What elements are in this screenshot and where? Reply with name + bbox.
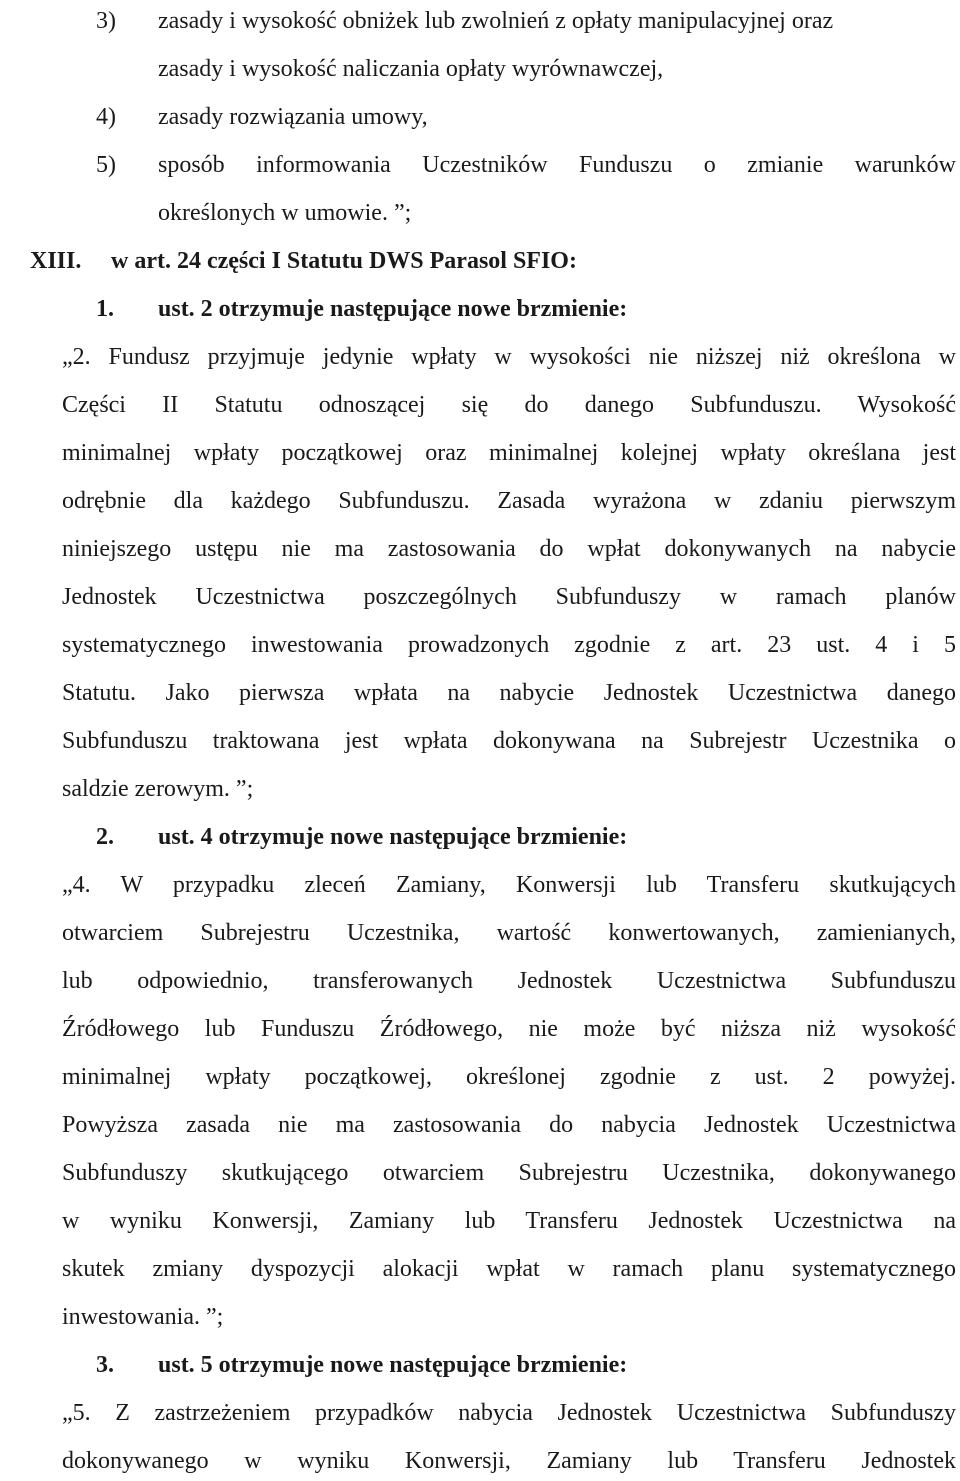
amendment-number: 2.	[96, 824, 114, 850]
paragraph-line: Powyższa zasada nie ma zastosowania do nabycia Jednostek Uczestnictwa	[62, 1112, 956, 1138]
paragraph-line: dokonywanego w wyniku Konwersji, Zamiany lub Transferu Jednostek	[62, 1448, 956, 1474]
list-item-text-line: zasady rozwiązania umowy,	[158, 104, 428, 130]
list-item-number: 3)	[96, 8, 116, 34]
list-item-text-line: zasady i wysokość obniżek lub zwolnień z opłaty manipulacyjnej oraz	[158, 8, 834, 34]
section-heading: w art. 24 części I Statutu DWS Parasol SFIO:	[111, 248, 577, 274]
amendment-heading: ust. 2 otrzymuje następujące nowe brzmienie:	[158, 296, 628, 322]
section-number: XIII.	[30, 248, 82, 274]
paragraph-line: systematycznego inwestowania prowadzonych zgodnie z art. 23 ust. 4 i 5	[62, 632, 956, 658]
list-item-number: 5)	[96, 152, 116, 178]
paragraph-line: Statutu. Jako pierwsza wpłata na nabycie Jednostek Uczestnictwa danego	[62, 680, 956, 706]
amendment-heading: ust. 5 otrzymuje nowe następujące brzmienie:	[158, 1352, 628, 1378]
paragraph-line: Źródłowego lub Funduszu Źródłowego, nie może być niższa niż wysokość	[62, 1016, 956, 1042]
paragraph-line: Jednostek Uczestnictwa poszczególnych Subfunduszy w ramach planów	[62, 584, 956, 610]
list-item-text-line: zasady i wysokość naliczania opłaty wyrównawczej,	[158, 56, 664, 82]
paragraph-line: Subfunduszy skutkującego otwarciem Subrejestru Uczestnika, dokonywanego	[62, 1160, 956, 1186]
list-item-text-line: sposób informowania Uczestników Funduszu o zmianie warunków	[158, 152, 956, 178]
paragraph-line: otwarciem Subrejestru Uczestnika, wartość konwertowanych, zamienianych,	[62, 920, 956, 946]
paragraph-line: minimalnej wpłaty początkowej oraz minimalnej kolejnej wpłaty określana jest	[62, 440, 956, 466]
paragraph-line: minimalnej wpłaty początkowej, określonej zgodnie z ust. 2 powyżej.	[62, 1064, 956, 1090]
list-item-text-line: określonych w umowie. ”;	[158, 200, 412, 226]
paragraph-line: Subfunduszu traktowana jest wpłata dokonywana na Subrejestr Uczestnika o	[62, 728, 956, 754]
amendment-heading: ust. 4 otrzymuje nowe następujące brzmienie:	[158, 824, 628, 850]
paragraph-line: skutek zmiany dyspozycji alokacji wpłat w ramach planu systematycznego	[62, 1256, 956, 1282]
amendment-number: 1.	[96, 296, 114, 322]
list-item-number: 4)	[96, 104, 116, 130]
paragraph-line: lub odpowiednio, transferowanych Jednostek Uczestnictwa Subfunduszu	[62, 968, 956, 994]
amendment-number: 3.	[96, 1352, 114, 1378]
paragraph-line: „4. W przypadku zleceń Zamiany, Konwersji lub Transferu skutkujących	[62, 872, 956, 898]
paragraph-line: niniejszego ustępu nie ma zastosowania do wpłat dokonywanych na nabycie	[62, 536, 956, 562]
paragraph-line: Części II Statutu odnoszącej się do danego Subfunduszu. Wysokość	[62, 392, 956, 418]
paragraph-line: inwestowania. ”;	[62, 1304, 224, 1330]
paragraph-line: w wyniku Konwersji, Zamiany lub Transferu Jednostek Uczestnictwa na	[62, 1208, 956, 1234]
paragraph-line: saldzie zerowym. ”;	[62, 776, 254, 802]
paragraph-line: odrębnie dla każdego Subfunduszu. Zasada wyrażona w zdaniu pierwszym	[62, 488, 956, 514]
paragraph-line: „5. Z zastrzeżeniem przypadków nabycia Jednostek Uczestnictwa Subfunduszy	[62, 1400, 956, 1426]
paragraph-line: „2. Fundusz przyjmuje jedynie wpłaty w wysokości nie niższej niż określona w	[62, 344, 956, 370]
